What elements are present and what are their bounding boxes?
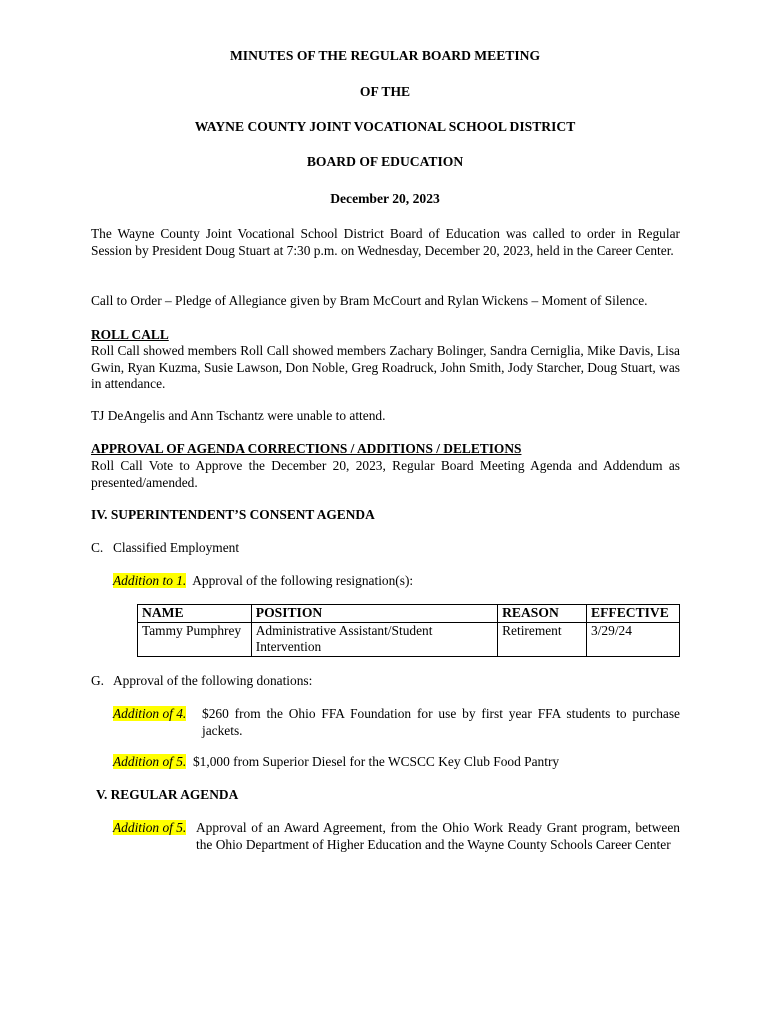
regular-marker — [113, 820, 186, 837]
consent-agenda-heading: IV. SUPERINTENDENT’S CONSENT AGENDA — [91, 507, 375, 522]
donation-marker-1 — [113, 706, 186, 723]
table-cell-reason: Retirement — [498, 622, 587, 656]
donation-item-2 — [113, 754, 559, 771]
table-cell-position: Administrative Assistant/Student Intervention — [251, 622, 497, 656]
regular-item-text — [196, 820, 680, 853]
section-c-letter: C. — [91, 540, 104, 555]
addition-marker: Addition of 5. — [113, 820, 187, 835]
agenda-approval-text: Roll Call Vote to Approve the December 20, 2023, Regular Board Meeting Agenda and Addendum as presented/amended. — [91, 458, 680, 490]
doc-title-line3: WAYNE COUNTY JOINT VOCATIONAL SCHOOL DISTRICT — [194, 119, 576, 134]
table-header-reason: REASON — [498, 605, 587, 623]
regular-item-text-content: Approval of an Award Agreement, from the Ohio Work Ready Grant program, between the Ohio Department of Higher Education and the Wayne County Schools Career Center — [196, 820, 680, 852]
absent-members: TJ DeAngelis and Ann Tschantz were unable to attend. — [91, 408, 386, 423]
intro-paragraph: The Wayne County Joint Vocational School District Board of Education was called to order in Regular Session by President Doug Stuart at 7:30 p.m. on Wednesday, December 20, 2023, held in the Career Center. — [91, 226, 680, 258]
regular-agenda-heading: V. REGULAR AGENDA — [96, 787, 239, 802]
resignation-text: Approval of the following resignation(s): — [192, 573, 414, 588]
addition-marker: Addition of 5. — [113, 754, 187, 769]
doc-title-line2: OF THE — [359, 84, 411, 99]
addition-marker: Addition of 4. — [113, 706, 187, 721]
donation-text-1-content: $260 from the Ohio FFA Foundation for use by first year FFA students to purchase jackets. — [202, 706, 680, 738]
doc-title-line4: BOARD OF EDUCATION — [306, 154, 464, 169]
table-cell-name: Tammy Pumphrey — [138, 622, 252, 656]
resignation-item — [113, 573, 413, 590]
meeting-date: December 20, 2023 — [330, 191, 440, 206]
doc-title-line1: MINUTES OF THE REGULAR BOARD MEETING — [229, 48, 541, 63]
roll-call-text: Roll Call showed members Roll Call showed members Zachary Bolinger, Sandra Cerniglia, Mike Davis, Lisa Gwin, Ryan Kuzma, Susie Lawson, Don Noble, Greg Roadruck, John Smith, Jody Starcher, Doug Stuart, was in attendance. — [91, 343, 680, 391]
roll-call-heading: ROLL CALL — [91, 327, 169, 342]
agenda-approval-heading: APPROVAL OF AGENDA CORRECTIONS / ADDITIONS / DELETIONS — [91, 441, 522, 456]
table-header-position: POSITION — [251, 605, 497, 623]
table-row — [138, 622, 680, 656]
table-header-name: NAME — [138, 605, 252, 623]
call-to-order: Call to Order – Pledge of Allegiance given by Bram McCourt and Rylan Wickens – Moment of Silence. — [91, 293, 648, 308]
section-c-label: Classified Employment — [113, 540, 240, 555]
table-cell-effective: 3/29/24 — [587, 622, 680, 656]
table-header-effective: EFFECTIVE — [587, 605, 680, 623]
section-g-label: Approval of the following donations: — [113, 673, 313, 688]
donation-text-2: $1,000 from Superior Diesel for the WCSCC Key Club Food Pantry — [192, 754, 560, 769]
resignation-table — [137, 604, 680, 657]
addition-marker: Addition to 1. — [113, 573, 187, 588]
section-g-letter: G. — [91, 673, 105, 688]
donation-text-1 — [202, 706, 680, 739]
table-header-row — [138, 605, 680, 623]
